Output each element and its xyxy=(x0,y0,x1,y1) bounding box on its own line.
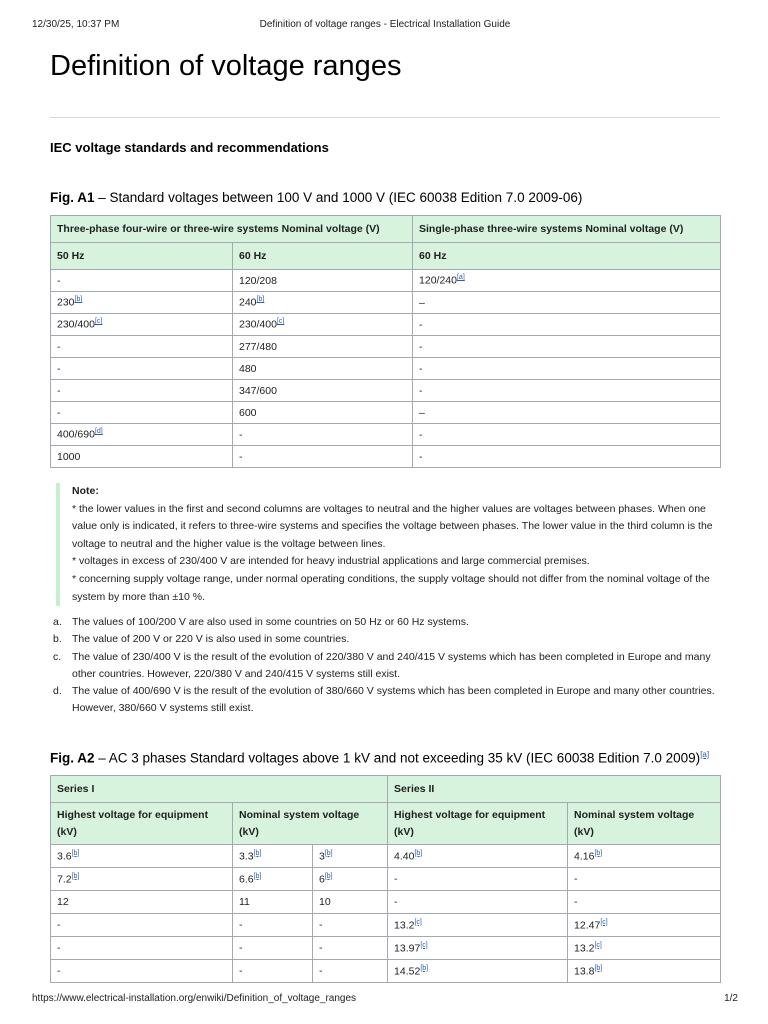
table-row xyxy=(51,380,721,402)
footnote-ref-link[interactable]: [c] xyxy=(414,918,422,926)
cell-value: 4.16 xyxy=(574,850,595,863)
cell-value: 13.97 xyxy=(394,942,421,955)
footnote-item xyxy=(50,683,718,718)
table-cell xyxy=(568,937,721,960)
table-cell xyxy=(413,380,721,402)
fig-a1-caption-text: – Standard voltages between 100 V and 1000 V (IEC 60038 Edition 7.0 2009-06) xyxy=(94,190,583,205)
cell-value: 277/480 xyxy=(239,340,277,353)
cell-value: - xyxy=(57,406,61,419)
cell-value: 4.40 xyxy=(394,850,415,863)
table-cell xyxy=(413,314,721,336)
cell-value: – xyxy=(419,406,425,419)
print-doc-title: Definition of voltage ranges - Electrical Installation Guide xyxy=(259,19,511,30)
cell-value: - xyxy=(419,384,423,397)
footnote-ref-link[interactable]: [c] xyxy=(276,318,285,326)
table-cell xyxy=(233,960,313,983)
table-row xyxy=(51,914,721,937)
footnote-item xyxy=(50,649,718,684)
table-cell xyxy=(568,891,721,914)
footnote-ref-link[interactable]: [c] xyxy=(600,918,608,926)
cell-value: 240 xyxy=(239,296,257,309)
table-cell xyxy=(51,868,233,891)
cell-value: - xyxy=(57,362,61,375)
footnote-text: The value of 400/690 V is the result of the evolution of 380/660 V systems which has been completed in Europe and many other countries. However, 380/660 V systems still exist. xyxy=(72,685,715,715)
cell-value: 230 xyxy=(57,296,75,309)
fig-a2-col-nominal-voltage-i: Nominal system voltage (kV) xyxy=(233,803,388,845)
table-cell xyxy=(51,270,233,292)
table-row xyxy=(51,891,721,914)
table-cell xyxy=(388,914,568,937)
table-cell xyxy=(568,845,721,868)
table-cell xyxy=(413,358,721,380)
cell-value: - xyxy=(419,428,423,441)
table-row xyxy=(51,868,721,891)
cell-value: 600 xyxy=(239,406,257,419)
footnote-ref-link[interactable]: [b] xyxy=(594,964,603,972)
footnote-ref-link[interactable]: [b] xyxy=(71,872,80,880)
fig-a1-table-body xyxy=(51,270,721,468)
fig-a1-single-phase-header: Single-phase three-wire systems Nominal voltage (V) xyxy=(413,216,721,243)
fig-a1-col-50hz: 50 Hz xyxy=(51,243,233,270)
table-cell xyxy=(388,891,568,914)
cell-value: - xyxy=(419,340,423,353)
table-cell xyxy=(313,868,388,891)
cell-value: - xyxy=(574,873,578,885)
print-footer xyxy=(32,993,738,1007)
table-cell xyxy=(233,914,313,937)
cell-value: - xyxy=(239,428,243,441)
cell-value: 400/690 xyxy=(57,428,95,441)
fig-a1-three-phase-header: Three-phase four-wire or three-wire systems Nominal voltage (V) xyxy=(51,216,413,243)
table-cell xyxy=(388,960,568,983)
cell-value: 7.2 xyxy=(57,873,72,886)
cell-value: 12 xyxy=(57,896,69,908)
cell-value: 480 xyxy=(239,362,257,375)
fig-a2-table xyxy=(50,775,721,983)
table-row xyxy=(51,937,721,960)
footnote-list xyxy=(50,614,718,718)
fig-a1-caption xyxy=(50,190,582,205)
cell-value: 3.3 xyxy=(239,850,254,863)
cell-value: - xyxy=(319,965,323,977)
note-line: * the lower values in the first and second columns are voltages to neutral and the higher values are voltages between phases. When one value only is indicated, it refers to three-wire systems and specifies the voltage between phases. The lower value in the third column is the voltage to neutral and the higher value is the voltage between lines. xyxy=(72,502,713,550)
table-row xyxy=(51,960,721,983)
table-cell xyxy=(51,402,233,424)
fig-a1-col-60hz: 60 Hz xyxy=(233,243,413,270)
table-cell xyxy=(233,937,313,960)
table-cell xyxy=(388,845,568,868)
table-cell xyxy=(51,845,233,868)
footnote-mark: a. xyxy=(53,616,62,628)
cell-value: - xyxy=(419,450,423,463)
table-cell xyxy=(233,292,413,314)
footnote-ref-link[interactable]: [b] xyxy=(414,849,423,857)
cell-value: - xyxy=(239,919,243,931)
table-row xyxy=(51,402,721,424)
table-row xyxy=(51,424,721,446)
cell-value: 12.47 xyxy=(574,919,601,932)
footnote-ref-link[interactable]: [b] xyxy=(420,964,429,972)
table-cell xyxy=(233,358,413,380)
fig-a2-col-highest-voltage-i: Highest voltage for equipment (kV) xyxy=(51,803,233,845)
fig-a2-col-highest-voltage-ii: Highest voltage for equipment (kV) xyxy=(388,803,568,845)
cell-value: - xyxy=(419,318,423,331)
cell-value: - xyxy=(319,919,323,931)
cell-value: - xyxy=(394,873,398,885)
section-heading: IEC voltage standards and recommendations xyxy=(50,140,329,155)
table-cell xyxy=(313,960,388,983)
table-row xyxy=(51,292,721,314)
table-cell xyxy=(233,380,413,402)
table-cell xyxy=(51,937,233,960)
cell-value: - xyxy=(574,896,578,908)
table-cell xyxy=(233,891,313,914)
cell-value: 13.8 xyxy=(574,965,595,978)
cell-value: - xyxy=(57,384,61,397)
fig-a2-label: Fig. A2 xyxy=(50,750,95,766)
table-cell xyxy=(233,314,413,336)
footnote-ref-link[interactable]: [b] xyxy=(253,849,262,857)
footnote-ref-link[interactable]: [b] xyxy=(324,849,333,857)
note-line: * voltages in excess of 230/400 V are intended for heavy industrial applications and large commercial premises. xyxy=(72,555,590,568)
fig-a1-label: Fig. A1 xyxy=(50,190,95,205)
cell-value: 11 xyxy=(239,896,250,908)
note-label: Note: xyxy=(72,485,99,497)
footnote-text: The value of 230/400 V is the result of the evolution of 220/380 V and 240/415 V systems which has been completed in Europe and many other countries. However, 220/380 V and 240/415 V systems still exist. xyxy=(72,650,711,680)
cell-value: 13.2 xyxy=(394,919,415,932)
cell-value: - xyxy=(57,942,61,954)
fig-a2-caption-text: – AC 3 phases Standard voltages above 1 kV and not exceeding 35 kV (IEC 60038 Edition 7.0 2009) xyxy=(94,750,701,766)
cell-value: - xyxy=(239,450,243,463)
table-cell xyxy=(313,845,388,868)
cell-value: 6.6 xyxy=(239,873,254,886)
cell-value: 120/208 xyxy=(239,274,277,287)
fig-a1-col-60hz-single: 60 Hz xyxy=(413,243,721,270)
cell-value: 230/400 xyxy=(239,318,277,331)
table-cell xyxy=(51,424,233,446)
table-cell xyxy=(568,868,721,891)
footnote-ref-link[interactable]: [b] xyxy=(324,872,333,880)
footnote-ref-link[interactable]: [a] xyxy=(456,274,465,282)
table-cell xyxy=(233,868,313,891)
footnote-ref-link[interactable]: [c] xyxy=(94,318,103,326)
footnote-mark: d. xyxy=(53,685,62,698)
table-cell xyxy=(388,937,568,960)
cell-value: - xyxy=(319,942,323,954)
cell-value: 14.52 xyxy=(394,965,421,978)
cell-value: 3 xyxy=(319,850,325,863)
table-cell xyxy=(51,336,233,358)
cell-value: 230/400 xyxy=(57,318,95,331)
footnote-ref-link[interactable]: [b] xyxy=(74,296,83,304)
table-cell xyxy=(413,336,721,358)
table-cell xyxy=(51,914,233,937)
table-cell xyxy=(313,937,388,960)
cell-value: - xyxy=(57,274,61,287)
cell-value: - xyxy=(419,362,423,375)
cell-value: - xyxy=(239,942,243,954)
fig-a2-caption xyxy=(50,750,709,766)
table-cell xyxy=(413,270,721,292)
table-row xyxy=(51,446,721,468)
footnote-text: The values of 100/200 V are also used in some countries on 50 Hz or 60 Hz systems. xyxy=(72,616,469,628)
cell-value: 1000 xyxy=(57,450,81,463)
footnote-ref-link[interactable]: [c] xyxy=(420,941,428,949)
table-cell xyxy=(233,424,413,446)
footnote-ref-link[interactable]: [b] xyxy=(253,872,262,880)
fig-a1-table xyxy=(50,215,721,468)
table-row xyxy=(51,845,721,868)
table-cell xyxy=(51,380,233,402)
table-row xyxy=(51,314,721,336)
table-cell xyxy=(233,336,413,358)
footnote-ref-link[interactable]: [b] xyxy=(594,849,603,857)
cell-value: - xyxy=(57,340,61,353)
footnote-item xyxy=(50,614,718,631)
print-header xyxy=(32,19,738,33)
table-cell xyxy=(233,845,313,868)
page-title: Definition of voltage ranges xyxy=(50,50,402,82)
table-cell xyxy=(388,868,568,891)
cell-value: – xyxy=(419,296,425,309)
cell-value: - xyxy=(57,965,61,977)
table-cell xyxy=(413,402,721,424)
footnote-ref-link[interactable]: [b] xyxy=(256,296,265,304)
note-block xyxy=(56,483,732,606)
table-cell xyxy=(413,292,721,314)
fig-a2-caption-ref-link[interactable]: [a] xyxy=(700,750,710,759)
table-row xyxy=(51,336,721,358)
table-cell xyxy=(233,446,413,468)
table-cell xyxy=(413,446,721,468)
table-cell xyxy=(51,358,233,380)
footnote-item xyxy=(50,631,718,648)
print-url: https://www.electrical-installation.org/enwiki/Definition_of_voltage_ranges xyxy=(32,993,357,1004)
cell-value: - xyxy=(394,896,398,908)
table-cell xyxy=(233,270,413,292)
cell-value: 3.6 xyxy=(57,850,72,863)
print-datetime: 12/30/25, 10:37 PM xyxy=(32,19,120,30)
cell-value: 6 xyxy=(319,873,325,886)
table-cell xyxy=(51,891,233,914)
print-page-count: 1/2 xyxy=(724,993,738,1004)
table-cell xyxy=(51,960,233,983)
footnote-mark: c. xyxy=(53,650,62,663)
table-cell xyxy=(51,292,233,314)
table-cell xyxy=(568,914,721,937)
fig-a2-col-nominal-voltage-ii: Nominal system voltage (kV) xyxy=(568,803,721,845)
footnote-ref-link[interactable]: [b] xyxy=(71,849,80,857)
footnote-text: The value of 200 V or 220 V is also used in some countries. xyxy=(72,633,350,646)
footnote-ref-link[interactable]: [c] xyxy=(594,941,602,949)
footnote-mark: b. xyxy=(53,633,62,646)
cell-value: 10 xyxy=(319,896,331,908)
table-row xyxy=(51,270,721,292)
table-cell xyxy=(413,424,721,446)
cell-value: 13.2 xyxy=(574,942,595,955)
cell-value: 347/600 xyxy=(239,384,277,397)
table-cell xyxy=(568,960,721,983)
fig-a2-table-body xyxy=(51,845,721,983)
cell-value: 120/240 xyxy=(419,274,457,287)
title-divider xyxy=(50,117,720,118)
cell-value: - xyxy=(239,965,243,977)
table-cell xyxy=(233,402,413,424)
table-cell xyxy=(51,446,233,468)
fig-a2-series-ii-header: Series II xyxy=(388,776,721,803)
fig-a2-series-i-header: Series I xyxy=(51,776,388,803)
table-cell xyxy=(313,891,388,914)
cell-value: - xyxy=(57,919,61,931)
footnote-ref-link[interactable]: [d] xyxy=(94,428,103,436)
table-cell xyxy=(51,314,233,336)
table-cell xyxy=(313,914,388,937)
note-line: * concerning supply voltage range, under normal operating conditions, the supply voltage should not differ from the nominal voltage of the system by more than ±10 %. xyxy=(72,572,710,603)
table-row xyxy=(51,358,721,380)
